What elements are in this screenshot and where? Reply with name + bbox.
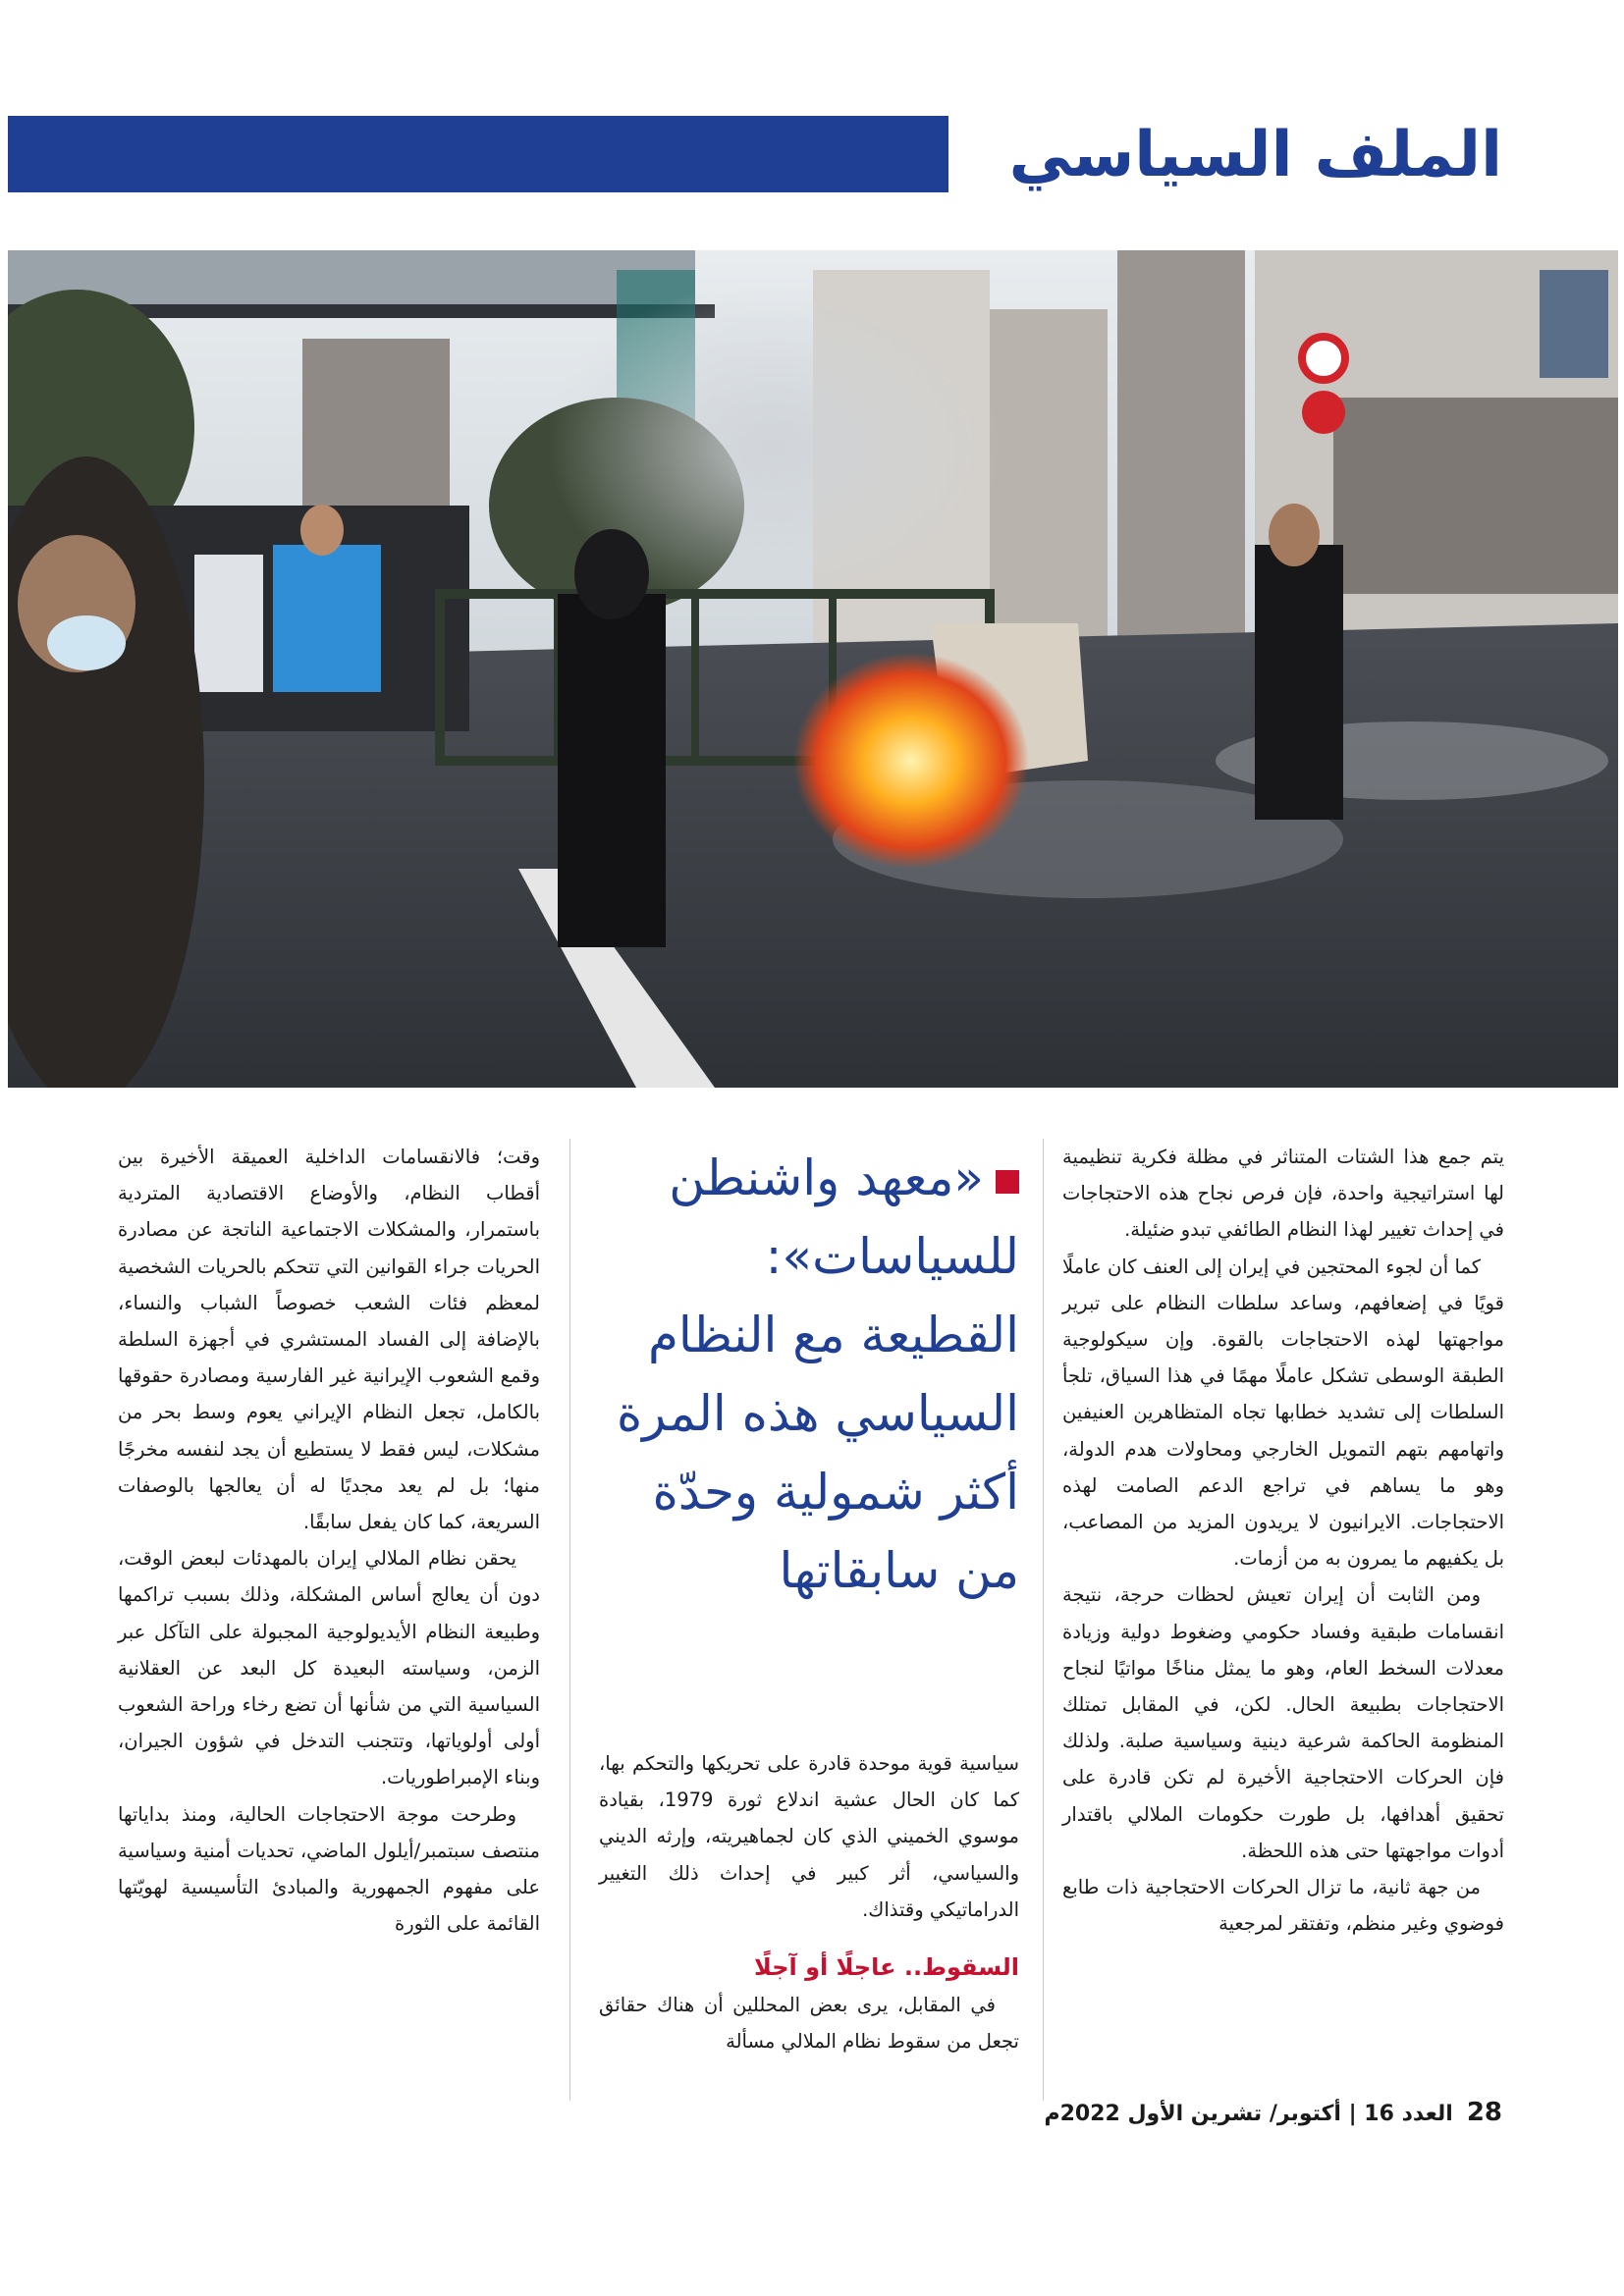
paragraph: في المقابل، يرى بعض المحللين أن هناك حقائق تجعل من سقوط نظام الملالي مسألة: [599, 1994, 1019, 2054]
paragraph: سياسية قوية موحدة قادرة على تحريكها والتحكم بها، كما كان الحال عشية اندلاع ثورة 1979، بقيادة موسوي الخميني الذي كان لجماهيريته، وإرثه الديني والسياسي، أثر كبير في إحداث ذلك التغيير الدراماتيكي وقتذاك.: [599, 1752, 1019, 1921]
paragraph: من جهة ثانية، ما تزال الحركات الاحتجاجية ذات طابع فوضوي وغير منظم، وتفتقر لمرجعية: [1062, 1876, 1504, 1936]
body-column-left: [118, 1139, 540, 2101]
subheading-text: السقوط.. عاجلًا أو آجلًا: [753, 1953, 1019, 1982]
section-title: الملف السياسي: [1008, 119, 1502, 191]
header-color-bar: [8, 116, 948, 192]
protest-photo: [8, 250, 1618, 1088]
subheading: [599, 1949, 1019, 1987]
paragraph: يتم جمع هذا الشتات المتناثر في مظلة فكرية تنظيمية لها استراتيجية واحدة، فإن فرص نجاح هذه الاحتجاجات في إحداث تغيير لهذا النظام الطائفي تبدو ضئيلة.: [1062, 1146, 1504, 1242]
body-column-middle: [599, 1745, 1019, 2101]
body-column-right: [1062, 1139, 1504, 2101]
column-divider: [569, 1139, 570, 2101]
column-divider: [1043, 1139, 1044, 2101]
paragraph: وقت؛ فالانقسامات الداخلية العميقة الأخيرة بين أقطاب النظام، والأوضاع الاقتصادية المتردية باستمرار، والمشكلات الاجتماعية الناتجة عن مصادرة الحريات جراء القوانين التي تتحكم بالحريات الشخصية لمعظم فئات الشعب خصوصاً الشباب والنساء، بالإضافة إلى الفساد المستشري في أجهزة السلطة وقمع الشعوب الإيرانية غير الفارسية ومصادرة حقوقها بالكامل، تجعل النظام الإيراني يعوم وسط بحر من مشكلات، ليس فقط لا يستطيع أن يجد لنفسه مخرجًا منها؛ بل لم يعد مجديًا له أن يعالجها بالوصفات السريعة، كما كان يفعل سابقًا.: [118, 1146, 540, 1534]
pull-quote: [599, 1139, 1019, 1688]
page-number: 28: [1466, 2098, 1502, 2127]
paragraph: وطرحت موجة الاحتجاجات الحالية، ومنذ بداياتها منتصف سبتمبر/أيلول الماضي، تحديات أمنية وسياسية على مفهوم الجمهورية والمبادئ التأسيسية لهويّتها القائمة على الثورة: [118, 1802, 540, 1936]
bullet-square-icon: [996, 1170, 1019, 1194]
pull-quote-text: «معهد واشنطن للسياسات»: القطيعة مع النظام السياسي هذه المرة أكثر شمولية وحدّة من سابقاتها: [616, 1149, 1019, 1599]
paragraph: يحقن نظام الملالي إيران بالمهدئات لبعض الوقت، دون أن يعالج أساس المشكلة، وذلك بسبب تراكمها وطبيعة النظام الأيديولوجية المجبولة على التآكل عبر الزمن، وسياسته البعيدة كل البعد عن العقلانية السياسية التي من شأنها أن تضع رخاء وراحة الشعوب أولى أولوياتها، وتتجنب التدخل في شؤون الجيران، وبناء الإمبراطوريات.: [118, 1547, 540, 1789]
paragraph: كما أن لجوء المحتجين في إيران إلى العنف كان عاملًا قويًا في إضعافهم، وساعد سلطات النظام على تبرير مواجهتها لهذه الاحتجاجات بالقوة. وإن سيكولوجية الطبقة الوسطى تشكل عاملًا مهمًا في هذا السياق، تلجأ السلطات إلى تشديد خطابها تجاه المتظاهرين العنيفين واتهامهم بتهم التمويل الخارجي ومحاولات هدم الدولة، وهو ما يساهم في تراجع الدعم الصامت لهذه الاحتجاجات. الايرانيون لا يريدون المزيد من المصاعب، بل يكفيهم ما يمرون به من أزمات.: [1062, 1255, 1504, 1571]
paragraph: ومن الثابت أن إيران تعيش لحظات حرجة، نتيجة انقسامات طبقية وفساد حكومي وضغوط دولية وزيادة معدلات السخط العام، وهو ما يمثل مناخًا مواتيًا لنجاح الاحتجاجات بطبيعة الحال. لكن، في المقابل تمتلك المنظومة الحاكمة شرعية دينية وسياسية صلبة. ولذلك فإن الحركات الاحتجاجية الأخيرة لم تكن قادرة على تحقيق أهدافها، بل طورت حكومات الملالي باقتدار أدوات مواجهتها حتى هذه اللحظة.: [1062, 1583, 1504, 1862]
issue-info: العدد 16 | أكتوبر/ تشرين الأول 2022م: [1044, 2102, 1453, 2126]
page-footer: [1044, 2093, 1502, 2132]
